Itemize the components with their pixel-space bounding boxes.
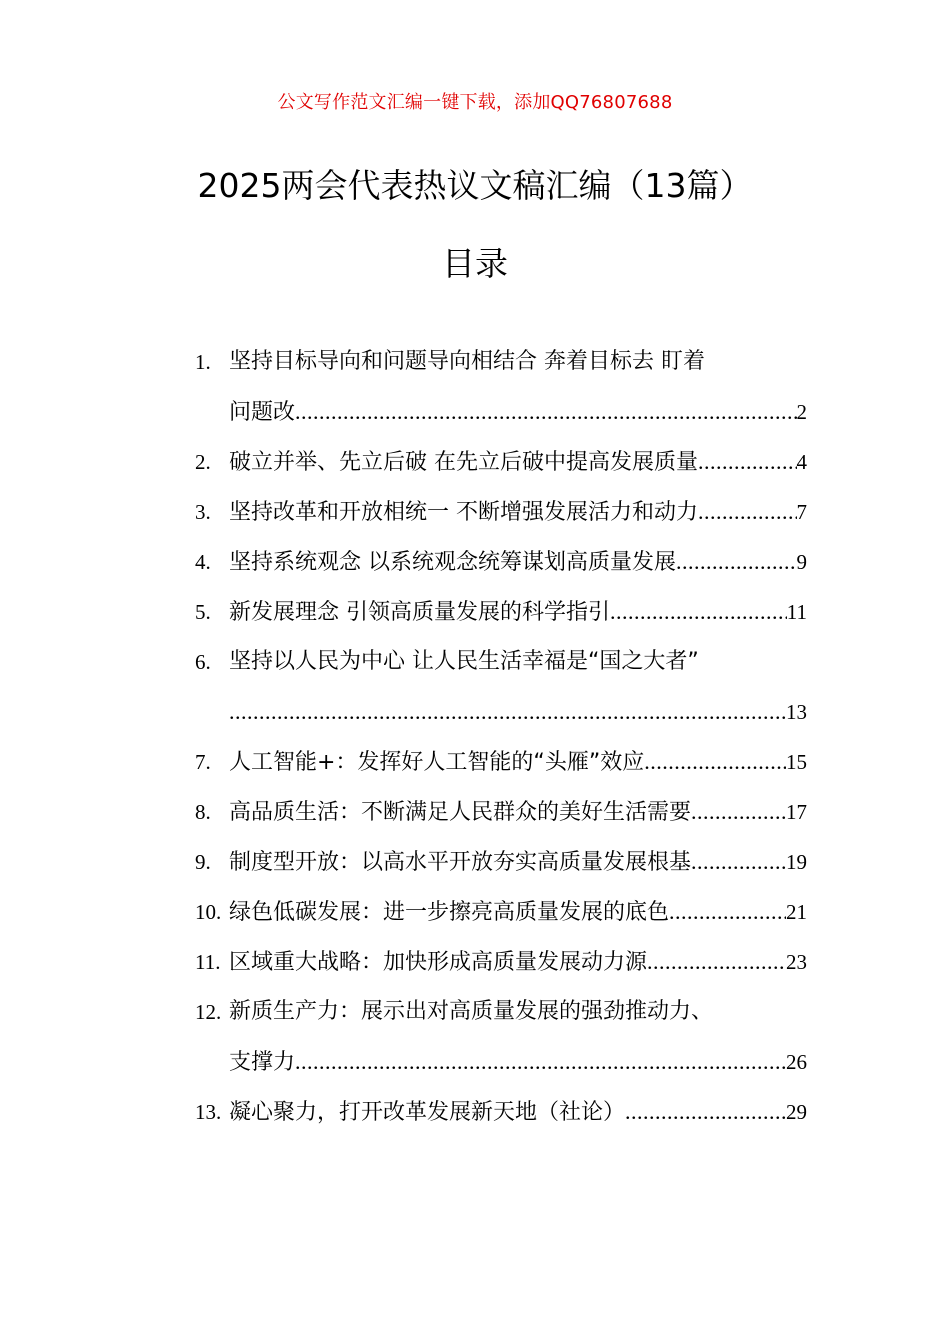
toc-entry-number: 10. [195, 900, 222, 924]
toc-leader-dots [229, 687, 786, 737]
toc-leader-dots [691, 787, 786, 837]
toc-entry-5[interactable] [195, 587, 807, 637]
toc-leader-dots [295, 1037, 786, 1087]
toc-entry-page: 13 [786, 700, 807, 724]
toc-entry-13[interactable] [195, 1087, 807, 1137]
toc-entry-title: 区域重大战略：加快形成高质量发展动力源 [229, 950, 648, 975]
toc-entry-number: 8. [195, 800, 211, 824]
toc-entry-title: 坚持目标导向和问题导向相结合 奔着目标去 盯着 [229, 349, 705, 374]
toc-leader-dots [698, 437, 797, 487]
toc-leader-dots [698, 487, 797, 537]
toc-entry-2[interactable] [195, 437, 807, 487]
toc-entry-title: 高品质生活：不断满足人民群众的美好生活需要 [229, 800, 692, 825]
toc-entry-title-continued: 支撑力 [229, 1050, 296, 1075]
toc-leader-dots [644, 737, 786, 787]
watermark-text: 公文写作范文汇编一键下载，添加QQ76807688 [277, 92, 673, 113]
toc-entry-title: 绿色低碳发展：进一步擦亮高质量发展的底色 [229, 900, 670, 925]
toc-entry-page: 7 [796, 500, 807, 524]
toc-leader-dots [647, 937, 786, 987]
toc-entry-title: 凝心聚力，打开改革发展新天地（社论） [229, 1100, 626, 1125]
toc-entry-title: 制度型开放：以高水平开放夯实高质量发展根基 [229, 850, 692, 875]
table-of-contents [195, 337, 807, 1137]
toc-entry-10[interactable] [195, 887, 807, 937]
toc-entry-page: 9 [796, 550, 807, 574]
toc-entry-page: 17 [786, 800, 807, 824]
toc-leader-dots [691, 837, 786, 887]
toc-entry-title: 新质生产力：展示出对高质量发展的强劲推动力、 [229, 999, 714, 1024]
toc-entry-number: 9. [195, 850, 211, 874]
toc-entry-9[interactable] [195, 837, 807, 887]
toc-entry-1[interactable] [195, 337, 807, 437]
toc-entry-title: 新发展理念 引领高质量发展的科学指引 [229, 600, 610, 625]
toc-entry-8[interactable] [195, 787, 807, 837]
toc-entry-page: 29 [786, 1100, 807, 1124]
toc-entry-4[interactable] [195, 537, 807, 587]
toc-entry-title: 坚持改革和开放相统一 不断增强发展活力和动力 [229, 500, 698, 525]
toc-heading: 目录 [442, 244, 508, 283]
toc-entry-number: 6. [195, 650, 211, 674]
toc-entry-6[interactable] [195, 637, 807, 737]
toc-entry-page: 23 [786, 950, 807, 974]
toc-entry-title-continued: 问题改 [229, 400, 296, 425]
toc-entry-page: 2 [796, 400, 807, 424]
document-title: 2025两会代表热议文稿汇编（13篇） [197, 166, 753, 205]
toc-entry-page: 15 [786, 750, 807, 774]
toc-entry-number: 2. [195, 450, 211, 474]
toc-entry-title: 坚持以人民为中心 让人民生活幸福是“国之大者” [229, 649, 699, 674]
toc-entry-number: 4. [195, 550, 211, 574]
toc-entry-page: 21 [786, 900, 807, 924]
toc-entry-number: 5. [195, 600, 211, 624]
toc-leader-dots [676, 537, 797, 587]
toc-entry-number: 1. [195, 350, 211, 374]
toc-entry-11[interactable] [195, 937, 807, 987]
toc-entry-page: 11 [786, 600, 807, 624]
toc-entry-page: 19 [786, 850, 807, 874]
toc-entry-page: 4 [796, 450, 807, 474]
toc-entry-12[interactable] [195, 987, 807, 1087]
toc-leader-dots [669, 887, 786, 937]
toc-entry-title: 人工智能+：发挥好人工智能的“头雁”效应 [229, 750, 645, 775]
toc-leader-dots [295, 387, 796, 437]
toc-leader-dots [610, 587, 787, 637]
toc-entry-number: 12. [195, 1000, 222, 1024]
toc-entry-title: 破立并举、先立后破 在先立后破中提高发展质量 [229, 450, 698, 475]
toc-entry-7[interactable] [195, 737, 807, 787]
toc-entry-number: 11. [195, 950, 221, 974]
toc-entry-number: 7. [195, 750, 211, 774]
toc-entry-page: 26 [786, 1050, 807, 1074]
toc-entry-title: 坚持系统观念 以系统观念统筹谋划高质量发展 [229, 550, 676, 575]
toc-entry-3[interactable] [195, 487, 807, 537]
toc-leader-dots [625, 1087, 786, 1137]
toc-entry-number: 3. [195, 500, 211, 524]
toc-entry-number: 13. [195, 1100, 222, 1124]
